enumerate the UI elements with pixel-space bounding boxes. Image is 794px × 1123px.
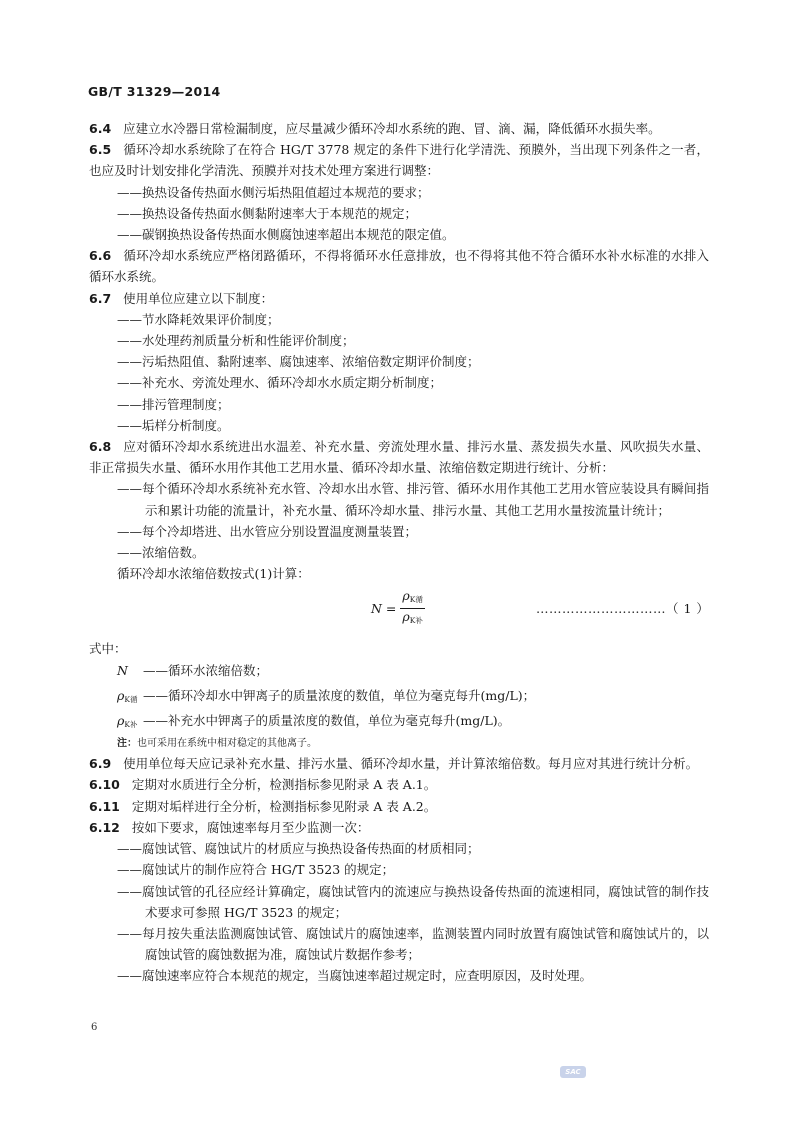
list-item: ——腐蚀试管、腐蚀试片的材质应与换热设备传热面的材质相同；: [117, 841, 480, 857]
list-item: ——碳钢换热设备传热面水侧腐蚀速率超出本规范的限定值。: [117, 227, 455, 243]
section-number: 6.7: [89, 290, 112, 306]
definition-rho-k-make: [117, 710, 709, 735]
section-number: 6.4: [89, 121, 112, 136]
definition-symbol: N: [117, 662, 128, 678]
list-item: ——每月按失重法监测腐蚀试管、腐蚀试片的腐蚀速率，监测装置内同时放置有腐蚀试管和腐蚀试片的，以腐蚀试管的腐蚀数据为准，腐蚀试片数据作参考；: [117, 925, 709, 963]
section-text: 应对循环冷却水系统进出水温差、补充水量、旁流处理水量、排污水量、蒸发损失水量、风吹损失水量、非正常损失水量、循环水用作其他工艺用水量、循环冷却水量、浓缩倍数定期进行统计、分析：: [89, 439, 709, 476]
formula-lhs: N =: [371, 601, 397, 617]
section-number: 6.10: [89, 777, 120, 793]
section-text: 按如下要求，腐蚀速率每月至少监测一次：: [131, 819, 370, 835]
section-number: 6.8: [89, 439, 112, 455]
section-6-5: [89, 139, 709, 181]
formula-denominator: [400, 609, 424, 629]
definition-text: ——循环水浓缩倍数；: [143, 662, 269, 678]
section-text: 应建立水冷器日常检漏制度，应尽量减少循环冷却水系统的跑、冒、滴、漏，降低循环水损失率。: [123, 121, 661, 136]
denominator-subscript: K补: [409, 616, 423, 626]
section-number: 6.5: [89, 142, 112, 158]
note-text: 也可采用在系统中相对稳定的其他离子。: [137, 738, 317, 750]
definition-symbol: $\rho_{K补}$: [117, 713, 138, 730]
section-text: 使用单位每天应记录补充水量、排污水量、循环冷却水量，并计算浓缩倍数。每月应对其进行统计分析。: [123, 756, 699, 772]
standard-code-header: GB/T 31329—2014: [88, 84, 221, 99]
section-6-4: [89, 118, 709, 139]
definition-text: ——循环冷却水中钾离子的质量浓度的数值，单位为毫克每升(mg/L)；: [143, 687, 536, 703]
formula-fraction: [400, 588, 424, 629]
section-text: 定期对水质进行全分析，检测指标参见附录 A 表 A.1。: [131, 777, 437, 793]
list-item: ——换热设备传热面水侧污垢热阻值超过本规范的要求；: [117, 184, 430, 200]
note: [117, 735, 709, 753]
list-item: ——节水降耗效果评价制度；: [117, 311, 280, 327]
list-item: ——每个冷却塔进、出水管应分别设置温度测量装置；: [117, 523, 418, 539]
document-body: [89, 118, 709, 987]
section-6-7: [89, 288, 709, 309]
list-item: ——换热设备传热面水侧黏附速率大于本规范的规定；: [117, 205, 418, 221]
definition-text: ——补充水中钾离子的质量浓度的数值，单位为毫克每升(mg/L)。: [143, 713, 511, 729]
section-text: 使用单位应建立以下制度：: [123, 290, 274, 306]
section-6-11: [89, 796, 709, 817]
where-label: 式中：: [89, 641, 127, 657]
sac-watermark-logo: SAC: [560, 1066, 586, 1078]
definition-n: [117, 660, 709, 685]
list-item: ——腐蚀速率应符合本规范的规定，当腐蚀速率超过规定时，应查明原因，及时处理。: [117, 968, 593, 984]
list-item: ——浓缩倍数。: [117, 545, 205, 561]
section-6-8: [89, 436, 709, 478]
formula-number: …………………………（ 1 ）: [536, 601, 710, 617]
definition-rho-k-circ: [117, 685, 709, 710]
note-label: 注：: [117, 738, 137, 750]
section-number: 6.9: [89, 756, 112, 772]
formula-numerator: [400, 588, 424, 608]
list-item: ——污垢热阻值、黏附速率、腐蚀速率、浓缩倍数定期评价制度；: [117, 354, 480, 370]
list-item: ——腐蚀试片的制作应符合 HG/T 3523 的规定；: [117, 862, 395, 878]
page-number: 6: [91, 1022, 98, 1033]
formula-expression: [371, 588, 425, 629]
section-number: 6.12: [89, 819, 120, 835]
section-number: 6.11: [89, 798, 120, 814]
numerator-subscript: K循: [409, 595, 423, 605]
section-text: 定期对垢样进行全分析，检测指标参见附录 A 表 A.2。: [131, 798, 437, 814]
list-item: ——腐蚀试管的孔径应经计算确定，腐蚀试管内的流速应与换热设备传热面的流速相同，腐蚀试管的制作技术要求可参照 HG/T 3523 的规定；: [117, 883, 709, 920]
formula-1: [89, 586, 709, 632]
list-item: ——补充水、旁流处理水、循环冷却水水质定期分析制度；: [117, 375, 443, 391]
list-item: ——水处理药剂质量分析和性能评价制度；: [117, 333, 355, 349]
list-item: ——每个循环冷却水系统补充水管、冷却水出水管、排污管、循环水用作其他工艺用水管应装设具有瞬间指示和累计功能的流量计，补充水量、循环冷却水量、排污水量、其他工艺用水量按流量计统计；: [117, 481, 709, 518]
section-text: 循环冷却水系统应严格闭路循环，不得将循环水任意排放，也不得将其他不符合循环水补水标准的水排入循环水系统。: [89, 248, 709, 285]
list-item: ——排污管理制度；: [117, 396, 230, 412]
denominator-symbol: ρ: [402, 609, 410, 625]
section-6-9: [89, 753, 709, 774]
section-6-6: [89, 245, 709, 287]
section-text: 循环冷却水系统除了在符合 HG/T 3778 规定的条件下进行化学清洗、预膜外，当出现下列条件之一者，也应及时计划安排化学清洗、预膜并对技术处理方案进行调整：: [89, 142, 709, 179]
definition-symbol: $\rho_{K循}$: [117, 687, 138, 704]
section-6-10: [89, 774, 709, 795]
formula-intro: 循环冷却水浓缩倍数按式(1)计算：: [117, 566, 310, 582]
section-number: 6.6: [89, 248, 112, 264]
list-item: ——垢样分析制度。: [117, 417, 230, 433]
numerator-symbol: ρ: [402, 588, 410, 604]
section-6-12: [89, 817, 709, 838]
